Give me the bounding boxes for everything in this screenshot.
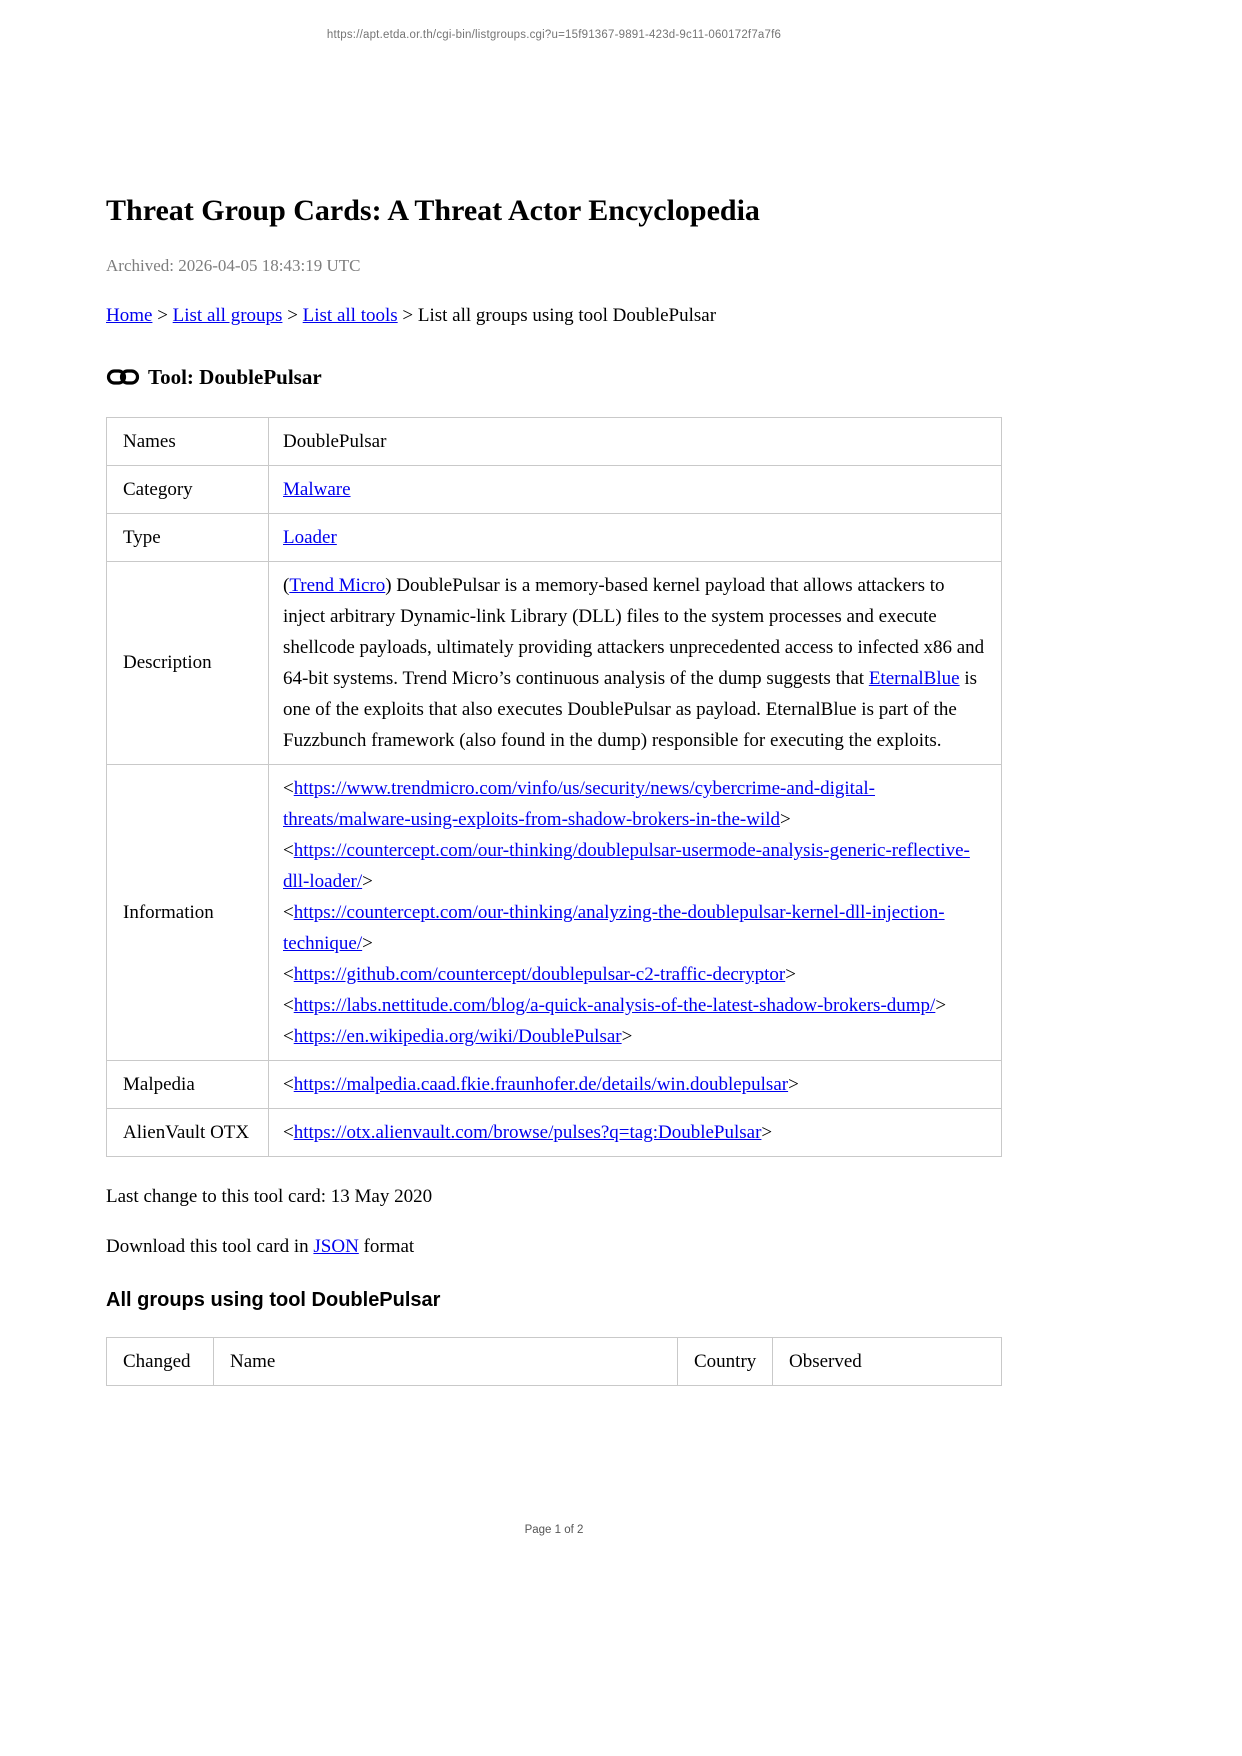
text-segment: >: [621, 1025, 633, 1047]
value-line: [283, 1069, 987, 1100]
tool-table-row: [107, 513, 1002, 561]
breadcrumb-item[interactable]: List all groups: [172, 305, 283, 326]
row-label: Category: [107, 465, 269, 513]
breadcrumb: [106, 304, 1002, 329]
breadcrumb-separator: >: [152, 305, 173, 326]
row-value: [269, 1060, 1002, 1108]
page-content: [106, 0, 1002, 1386]
groups-heading: All groups using tool DoublePulsar: [106, 1288, 441, 1311]
text-segment: >: [785, 963, 796, 985]
link-icon: [106, 365, 140, 389]
link[interactable]: https://www.trendmicro.com/vinfo/us/security/news/cybercrime-and-digital-threats/malware-using-exploits-from-shadow-brokers-in-the-wild: [283, 777, 875, 830]
text-segment: Last change to this tool card: 13 May 2020: [106, 1185, 433, 1207]
tool-table-row: [107, 561, 1002, 764]
groups-column-header: Country: [678, 1337, 773, 1385]
value-line: [283, 959, 987, 990]
link[interactable]: https://github.com/countercept/doublepulsar-c2-traffic-decryptor: [293, 963, 786, 985]
tool-table-row: [107, 1060, 1002, 1108]
value-line: [283, 897, 987, 959]
link[interactable]: Trend Micro: [289, 574, 386, 596]
text-segment: <: [283, 777, 294, 799]
tool-heading-label: Tool: DoublePulsar: [148, 364, 322, 389]
archived-timestamp: Archived: 2026-04-05 18:43:19 UTC: [106, 256, 361, 275]
value-line: [283, 1117, 987, 1148]
tool-heading: [106, 365, 1002, 390]
value-line: [283, 773, 987, 835]
link[interactable]: https://malpedia.caad.fkie.fraunhofer.de/details/win.doublepulsar: [293, 1073, 789, 1095]
row-label: Names: [107, 417, 269, 465]
text-segment: format: [358, 1235, 415, 1257]
page-number: Page 1 of 2: [524, 1524, 584, 1536]
row-value: [269, 417, 1002, 465]
groups-column-header: Changed: [107, 1337, 214, 1385]
row-value: [269, 465, 1002, 513]
value-line: [283, 1021, 987, 1052]
value-line: [283, 990, 987, 1021]
tool-table-row: [107, 465, 1002, 513]
link[interactable]: https://en.wikipedia.org/wiki/DoublePulsar: [293, 1025, 622, 1047]
value-line: [283, 426, 987, 457]
value-line: [283, 570, 987, 756]
row-label: Malpedia: [107, 1060, 269, 1108]
text-segment: >: [780, 808, 791, 830]
tool-card-table: [106, 417, 1002, 1157]
link[interactable]: Loader: [283, 526, 337, 548]
value-line: [283, 522, 987, 553]
link[interactable]: https://otx.alienvault.com/browse/pulses?q=tag:DoublePulsar: [293, 1121, 762, 1143]
text-segment: >: [362, 932, 373, 954]
text-segment: <: [283, 1073, 294, 1095]
text-segment: <: [283, 839, 294, 861]
link[interactable]: EternalBlue: [868, 667, 960, 689]
text-segment: <: [283, 963, 294, 985]
text-segment: <: [283, 1121, 294, 1143]
groups-table: [106, 1337, 1002, 1386]
breadcrumb-separator: >: [282, 305, 303, 326]
notes: [106, 1184, 1002, 1259]
text-segment: >: [362, 870, 373, 892]
row-value: [269, 561, 1002, 764]
row-value: [269, 1108, 1002, 1156]
groups-column-header: Observed: [773, 1337, 1002, 1385]
download-note: [106, 1234, 1002, 1259]
text-segment: (: [283, 574, 290, 596]
breadcrumb-item: List all groups using tool DoublePulsar: [417, 305, 717, 326]
link[interactable]: https://labs.nettitude.com/blog/a-quick-analysis-of-the-latest-shadow-brokers-dump/: [293, 994, 936, 1016]
link[interactable]: JSON: [313, 1235, 359, 1257]
value-line: [283, 474, 987, 505]
tool-table-row: [107, 417, 1002, 465]
last-change-note: [106, 1184, 1002, 1209]
page-title: Threat Group Cards: A Threat Actor Encyclopedia: [106, 194, 760, 227]
groups-column-header: Name: [214, 1337, 678, 1385]
text-segment: is one of the exploits that also executes DoublePulsar as payload. EternalBlue is part of the Fuzzbunch framework (also found in the dump) responsible for executing the exploits.: [283, 667, 978, 751]
link[interactable]: https://countercept.com/our-thinking/doublepulsar-usermode-analysis-generic-reflective-dll-loader/: [283, 839, 970, 892]
print-header-url: https://apt.etda.or.th/cgi-bin/listgroups.cgi?u=15f91367-9891-423d-9c11-060172f7a7f6: [326, 29, 782, 41]
link[interactable]: Malware: [283, 478, 351, 500]
text-segment: >: [761, 1121, 773, 1143]
breadcrumb-separator: >: [397, 305, 418, 326]
row-label: AlienVault OTX: [107, 1108, 269, 1156]
breadcrumb-item[interactable]: List all tools: [302, 305, 398, 326]
groups-header-row: [107, 1337, 1002, 1385]
row-label: Type: [107, 513, 269, 561]
text-segment: ) DoublePulsar is a memory-based kernel payload that allows attackers to inject arbitrary Dynamic-link Library (DLL) files to the system processes and execute shellcode payloads, ultimately providing attackers unprecedented access to infected x86 and 64-bit systems. Trend Micro’s continuous analysis of the dump suggests that: [283, 574, 985, 689]
value-line: [283, 835, 987, 897]
text-segment: <: [283, 994, 294, 1016]
link[interactable]: https://countercept.com/our-thinking/analyzing-the-doublepulsar-kernel-dll-injection-technique/: [283, 901, 945, 954]
row-label: Description: [107, 561, 269, 764]
tool-table-row: [107, 764, 1002, 1060]
breadcrumb-item[interactable]: Home: [106, 305, 153, 326]
row-value: [269, 764, 1002, 1060]
row-value: [269, 513, 1002, 561]
text-segment: Download this tool card in: [106, 1235, 314, 1257]
tool-table-row: [107, 1108, 1002, 1156]
text-segment: DoublePulsar: [283, 430, 387, 452]
text-segment: <: [283, 901, 294, 923]
text-segment: >: [935, 994, 947, 1016]
text-segment: >: [788, 1073, 799, 1095]
text-segment: <: [283, 1025, 294, 1047]
row-label: Information: [107, 764, 269, 1060]
